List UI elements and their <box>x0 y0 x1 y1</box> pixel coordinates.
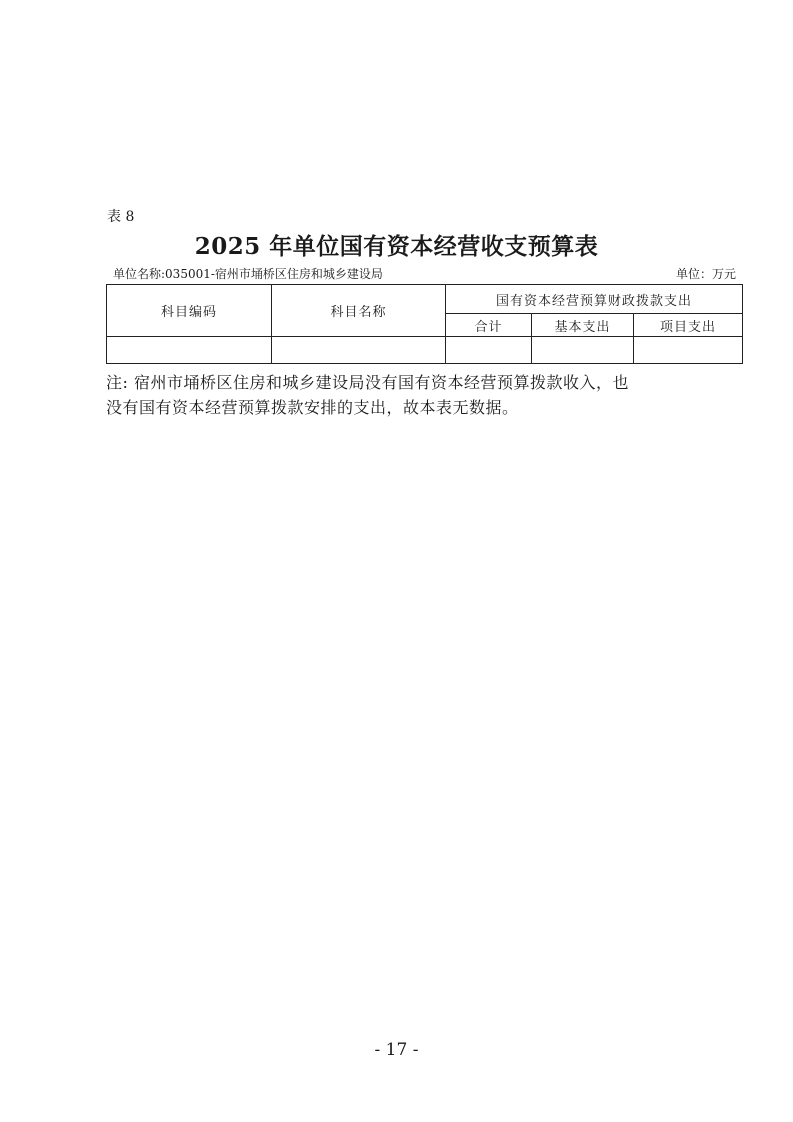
header-total: 合计 <box>446 314 532 337</box>
cell-basic-expenditure <box>532 337 634 364</box>
header-basic-expenditure: 基本支出 <box>532 314 634 337</box>
budget-table <box>106 284 743 364</box>
unit-label: 单位：万元 <box>675 267 736 281</box>
header-expenditure-group: 国有资本经营预算财政拨款支出 <box>446 285 743 314</box>
header-row-1 <box>107 285 743 314</box>
note <box>106 370 726 420</box>
cell-subject-name <box>272 337 446 364</box>
cell-total <box>446 337 532 364</box>
page-title: 2025 年单位国有资本经营收支预算表 <box>194 233 599 260</box>
unit-name: 单位名称:035001-宿州市埇桥区住房和城乡建设局 <box>113 267 383 281</box>
cell-subject-code <box>107 337 272 364</box>
header-subject-name: 科目名称 <box>272 285 446 337</box>
table-label: 表 8 <box>107 209 135 225</box>
cell-project-expenditure <box>634 337 743 364</box>
note-line-2: 没有国有资本经营预算拨款安排的支出，故本表无数据。 <box>106 398 519 417</box>
header-project-expenditure: 项目支出 <box>634 314 743 337</box>
page-number: - 17 - <box>374 1040 419 1060</box>
note-line-1: 注: 宿州市埇桥区住房和城乡建设局没有国有资本经营预算拨款收入，也 <box>106 373 629 392</box>
header-subject-code: 科目编码 <box>107 285 272 337</box>
table-row <box>107 337 743 364</box>
meta-row <box>113 265 736 282</box>
